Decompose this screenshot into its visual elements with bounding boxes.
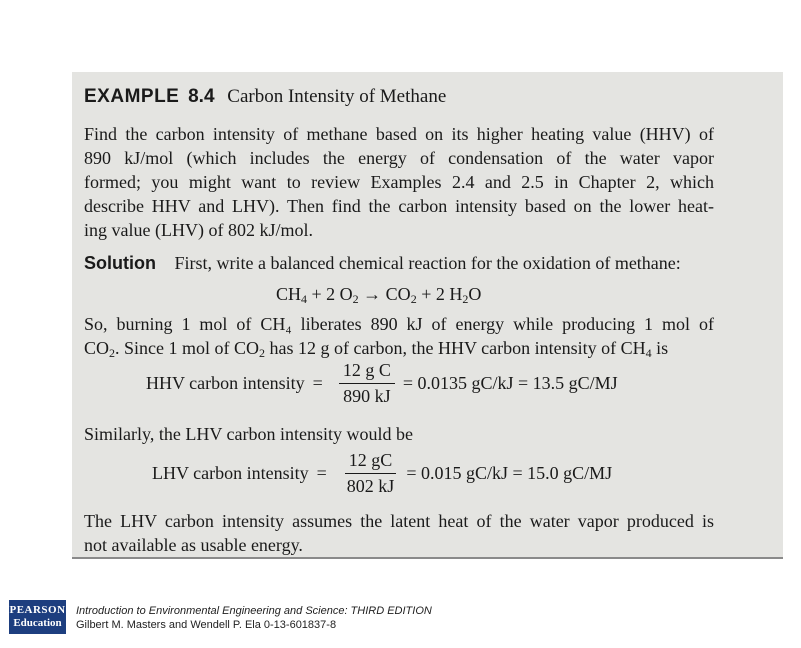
lhv-fraction [343, 450, 399, 497]
lhv-equation [152, 450, 612, 497]
footer-citation [76, 604, 432, 632]
reaction-subscript: 2 [462, 292, 469, 306]
problem-line: describe HHV and LHV). Then find the carbon intensity based on the lower heat- [84, 196, 714, 216]
text-part: CO [84, 338, 110, 358]
text-part: is [651, 338, 669, 358]
text-subscript: 2 [109, 346, 116, 360]
book-title: Introduction to Environmental Engineering and Science: THIRD EDITION [76, 605, 432, 617]
text-part: has 12 g of carbon, the HHV carbon intensity of CH [265, 338, 646, 358]
hhv-fraction [339, 360, 395, 407]
solution-line: So, burning 1 mol of CH₄ liberates 890 kJ of energy while producing 1 mol of [84, 314, 714, 334]
reaction-part: CH [276, 284, 302, 304]
solution-line [84, 336, 714, 360]
similarly-line-wrap [84, 422, 714, 446]
hhv-denominator: 890 kJ [343, 386, 391, 406]
example-label: EXAMPLE [84, 86, 180, 107]
conclusion-line: not available as usable energy. [84, 535, 303, 555]
text-part: . Since 1 mol of CO [115, 338, 260, 358]
hhv-result: = 0.0135 gC/kJ = 13.5 gC/MJ [402, 373, 618, 393]
conclusion-line: The LHV carbon intensity assumes the latent heat of the water vapor produced is [84, 511, 714, 531]
solution-heading: Solution [84, 253, 156, 273]
solution-paragraph [84, 312, 714, 360]
hhv-equation [146, 360, 618, 407]
reaction-part: → CO [363, 284, 411, 304]
problem-statement [84, 122, 714, 242]
problem-line: Find the carbon intensity of methane based on its higher heating value (HHV) of [84, 124, 714, 144]
problem-line: formed; you might want to review Examples 2.4 and 2.5 in Chapter 2, which [84, 172, 714, 192]
logo-top-text: PEARSON [9, 604, 66, 616]
reaction-part: + 2 H [421, 284, 463, 304]
problem-line: 890 kJ/mol (which includes the energy of condensation of the water vapor [84, 148, 714, 168]
reaction-subscript: 4 [301, 292, 308, 306]
example-box [72, 72, 783, 557]
reaction-subscript: 2 [410, 292, 417, 306]
lhv-denominator: 802 kJ [346, 476, 395, 496]
solution-intro: First, write a balanced chemical reaction for the oxidation of methane: [174, 253, 681, 273]
hhv-lhs: HHV carbon intensity [146, 373, 305, 393]
reaction-part: O [468, 284, 482, 304]
book-authors: Gilbert M. Masters and Wendell P. Ela 0-13-601837-8 [76, 619, 337, 631]
reaction-equation [276, 284, 481, 307]
conclusion-paragraph [84, 509, 714, 557]
hhv-equals: = [312, 373, 323, 393]
problem-line: ing value (LHV) of 802 kJ/mol. [84, 220, 313, 240]
reaction-part: + 2 O [311, 284, 353, 304]
lhv-equals: = [316, 463, 327, 483]
similarly-line: Similarly, the LHV carbon intensity would be [84, 424, 413, 444]
hhv-numerator: 12 g C [339, 360, 395, 384]
text-subscript: 4 [645, 346, 652, 360]
example-title: Carbon Intensity of Methane [227, 86, 447, 107]
pearson-education-logo [9, 600, 66, 634]
text-subscript: 2 [259, 346, 266, 360]
lhv-result: = 0.015 gC/kJ = 15.0 gC/MJ [406, 463, 613, 483]
reaction-subscript: 2 [352, 292, 359, 306]
logo-bottom-text: Education [13, 617, 62, 629]
lhv-lhs: LHV carbon intensity [152, 463, 309, 483]
solution-intro-line [84, 253, 724, 274]
lhv-numerator: 12 gC [345, 450, 397, 474]
example-number: 8.4 [188, 86, 215, 107]
example-heading [84, 86, 446, 108]
